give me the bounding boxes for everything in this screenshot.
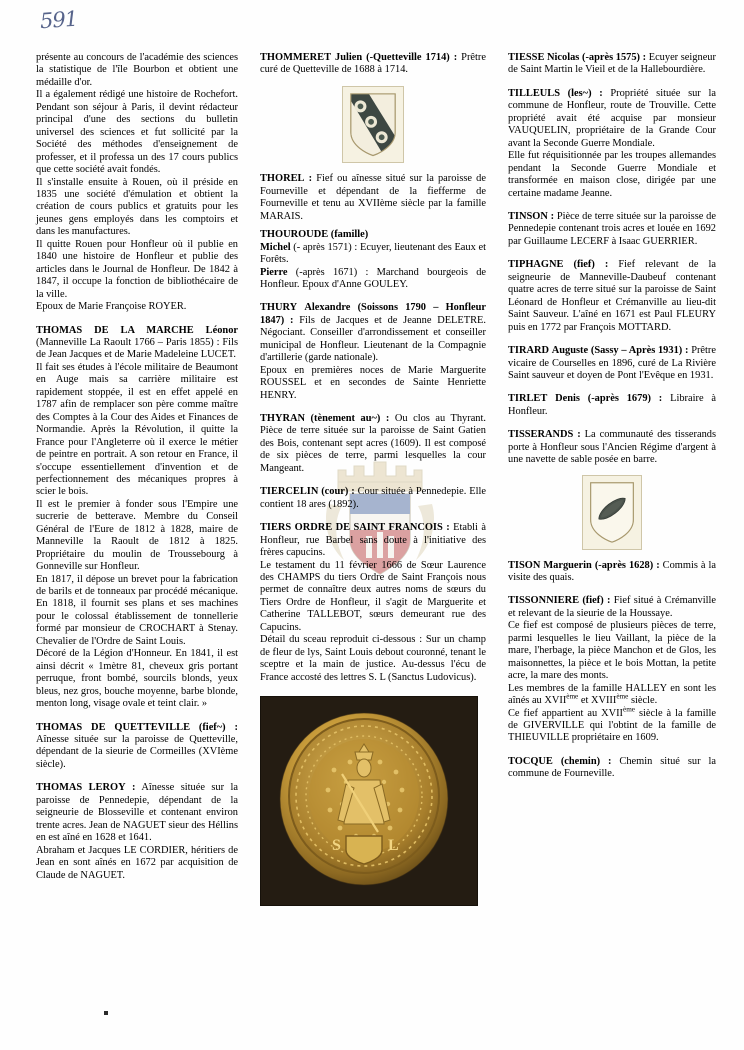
entry-tiercelin <box>260 486 486 511</box>
entry-text: Aînesse située sur la paroisse de Pennedepie, dépendant de la seigneurie de Blosseville et contenant environ trente acres. Jean de NAGUET sieur des Héllins en est aîné en 1628 et 1641. <box>36 782 238 844</box>
coat-of-arms-thorel-figure <box>342 86 404 163</box>
paragraph: Il quitte Rouen pour Honfleur où il publie en 1840 une histoire de Honfleur et publie des articles dans le Journal de Honfleur. De 1842 à 1847, il occupe la fonction de bibliothécaire de la ville. <box>36 238 238 300</box>
entry-text: Prêtre vicaire de Courselles en 1896, curé de La Rivière Saint sauveur et doyen de Pont l'Evêque en 1931. <box>508 345 716 381</box>
paragraph: Le testament du 11 février 1666 de Sœur Laurence des CHAMPS du tiers Ordre de Saint François nous permet de connaître deux autres noms de sœurs du Tiers Ordre de Honfleur, il s'agit de Marguerite et Catherine TALLEBOT, sœurs demeurant rue des Capucins. <box>260 559 486 633</box>
entry-tilleuls <box>508 88 716 150</box>
coat-of-arms-tisserands-frame <box>582 475 642 550</box>
entry-text: Fief ou aînesse situé sur la paroisse de Fourneville et dépendant de la fiefferme de Fourneville et tenu au XVIIème siècle par la famille MARAIS. <box>260 173 486 222</box>
entry-text: Aînesse située sur la paroisse de Quetteville, dépendant de la sieurie de Cormeilles (XVIème siècle). <box>36 734 238 770</box>
paragraph: Abraham et Jacques LE CORDIER, héritiers de Jean en sont aînés en 1672 par acquisition de Claude de NAGUET. <box>36 844 238 881</box>
entry-headword-rest: (fief~) : <box>198 721 238 733</box>
entry-headword-rest: (chemin) : <box>560 755 612 767</box>
svg-text:S: S <box>332 837 341 855</box>
entry-text: Ou clos au Thyrant. Pièce de terre située sur la paroisse de Saint Gatien des Bois, contenant sept acres (1609). Il est composé de six pièces de terre, parmi lesquelles la cour Mangeant. <box>260 413 486 474</box>
entry-text: Pièce de terre située sur la paroisse de Pennedepie contenant trois acres et louée en 1692 par Guillaume LECERF à Isaac GUERRIER. <box>508 210 716 247</box>
ordinal-superscript: ème <box>616 692 629 701</box>
entry-headword: TIERCELIN <box>260 486 319 498</box>
paragraph: En 1817, il dépose un brevet pour la fabrication de barils et de tonneaux par procédé mécanique. En 1818, il fournit ses plans et ses machines pour le colossal établissement de tonnellerie formé par monsieur de CROCHART à Stenay. Chevalier de l'Ordre de Saint Louis. <box>36 573 238 647</box>
column-3 <box>496 52 744 906</box>
paragraph: Il est le premier à fonder sous l'Empire une sucrerie de betterave. Membre du Conseil Général de l'Eure de 1812 à 1828, maire de Manneville la Raoult de 1812 à 1825. Propriétaire du moulin de Troussebourg à Gonneville sur Honfleur. <box>36 498 238 573</box>
column-2 <box>248 52 496 906</box>
entry-headword: THOREL <box>260 173 305 185</box>
entry-headword: THOUROUDE <box>260 229 329 241</box>
paragraph: Il a également rédigé une histoire de Rochefort. Pendant son séjour à Paris, il devint rédacteur principal d'une des sections du bulletin universel des sciences et fut sollicité par la Société des méthodes d'enseignement de professer, et il professa un des 17 cours publics que cette société avait fondés. <box>36 89 238 176</box>
paragraph: Epoux en premières noces de Marie Marguerite ROUSSEL et en secondes de Sainte Henriette HENRY. <box>260 364 486 401</box>
entry-headword-rest: : <box>446 522 450 534</box>
entry-text: Commis à la visite des quais. <box>508 559 716 583</box>
coat-of-arms-tisserands-figure <box>582 475 642 550</box>
entry-headword-rest: Nicolas (-après 1575) : <box>547 52 647 63</box>
entry-tocque <box>508 756 716 781</box>
ordinal-superscript: ème <box>623 705 636 714</box>
entry-text: Ecuyer seigneur de Saint Martin le Vieil et de la Hallebourdière. <box>508 52 716 76</box>
entry-text: Fief relevant de la seigneurie de Manneville-Daubeuf contenant quatre acres de terre situé sur la paroisse de Saint Léonard de Honfleur et Crémanville au lieu-dit Saint Sauveur. L'aîné en 1671 est Paul FLEURY puis en 1772 par François MOTTARD. <box>508 259 716 333</box>
entry-thomas-leroy <box>36 782 238 844</box>
shield-icon <box>346 90 400 159</box>
entry-headword: TOCQUE <box>508 755 553 767</box>
paragraph: Les membres de la famille HALLEY en sont les aînés au XVIIème et XVIIIème siècle. <box>508 682 716 707</box>
entry-headword-rest: (famille) <box>330 229 369 241</box>
paragraph: Ce fief est composé de plusieurs pièces de terre, parmi lesquelles le lieu Vaillant, la pièce de la mare, l'herbage, la pièce Manchon et de Glos, les maisonnettes, la pièce et le bois Mottan, la petite acre, la mare des monts. <box>508 620 716 682</box>
three-column-text-body <box>0 52 744 906</box>
entry-text: Libraire à Honfleur. <box>508 393 716 417</box>
entry-text: Chemin situé sur la commune de Fourneville. <box>508 755 716 780</box>
person-name: Pierre <box>260 266 288 278</box>
entry-tiers-ordre-de-saint-francois <box>260 522 486 559</box>
shield-icon <box>586 479 638 546</box>
entry-headword: THURY <box>260 302 298 314</box>
entry-headword: TILLEULS (les~) <box>508 87 592 99</box>
paragraph: Détail du sceau reproduit ci-dessous : Sur un champ de fleur de lys, Saint Louis debout couronné, tenant le sceptre et la main de justice. Au-dessus l'écu de France accosté des lettres S. L (Sanctus Ludovicus). <box>260 634 486 683</box>
entry-headword-rest: : <box>550 210 555 222</box>
entry-headword-rest: (cour) : <box>321 486 355 498</box>
column-1 <box>0 52 248 906</box>
entry-tinson <box>508 211 716 248</box>
coat-of-arms-thorel-frame <box>342 86 404 163</box>
paragraph: Elle fut réquisitionnée par les troupes allemandes pendant la Seconde Guerre Mondiale et transformée en maison close, dirigée par une certaine madame Jeanne. <box>508 150 716 199</box>
entry-headword-rest: (fief) : <box>573 259 609 271</box>
entry-headword-rest: Julien (-Quetteville 1714) : <box>335 52 458 63</box>
entry-text: Propriété située sur la commune de Honfleur, route de Trouville. Cette propriété avait été acquise par monsieur VAUQUELIN, propriétaire de la Grande Cour avant la Seconde Guerre Mondiale. <box>508 87 716 149</box>
entry-headword: TISSERANDS <box>508 429 574 441</box>
paragraph: Epoux de Marie Françoise ROYER. <box>36 301 187 313</box>
entry-headword: THOMMERET <box>260 52 332 63</box>
entry-text: Etabli à Honfleur, rue Barbel sans doute à l'initiative des frères capucins. <box>260 522 486 559</box>
entry-text: Fils de Jacques et de Jeanne DELETRE. Négociant. Conseiller d'arrondissement et conseiller municipal de Honfleur. Lieutenant de la Compagnie d'artillerie (garde nationale). <box>260 314 486 364</box>
paragraph: Décoré de la Légion d'Honneur. En 1841, il est ainsi décrit « 1mètre 81, cheveux gris portant perruque, front bombé, sourcils blonds, yeux bleus, nez gros, bouche moyenne, barbe blonde, menton long, visage ovale et teint clair. » <box>36 648 238 710</box>
ordinal-superscript: ème <box>566 692 579 701</box>
entry-headword-rest: Auguste (Sassy – Après 1931) : <box>551 345 689 357</box>
entry-thomas-de-la-marche <box>36 325 238 362</box>
entry-headword-rest: (fief) : <box>582 595 611 607</box>
entry-thury-alexandre <box>260 302 486 364</box>
seal-saint-louis-figure <box>260 696 478 906</box>
paragraph: présente au concours de l'académie des sciences la statistique de l'île Bourbon et obtient une médaille d'or. <box>36 52 238 88</box>
entry-thouroude-famille <box>260 229 486 241</box>
entry-headword-rest: : <box>385 413 390 425</box>
entry-tiesse-nicolas <box>508 52 716 77</box>
entry-text: (-après 1671) : Marchand bourgeois de Honfleur. Epoux d'Anne GOULEY. <box>260 266 486 290</box>
entry-headword-rest: Léonor <box>205 324 238 336</box>
entry-headword: THYRAN (tènement au~) <box>260 413 381 425</box>
entry-text: (Manneville La Raoult 1766 – Paris 1855) : Fils de Jean Jacques et de Marie Madeleine LUCET. <box>36 336 238 361</box>
entry-headword: THOMAS DE LA MARCHE <box>36 324 194 336</box>
entry-text: Fief situé à Crémanville et relevant de la sieurie de la Houssaye. <box>508 595 716 619</box>
entry-text: (- après 1571) : Ecuyer, lieutenant des Eaux et Forêts. <box>260 241 486 266</box>
entry-tirlet-denis <box>508 393 716 418</box>
entry-headword: TIRARD <box>508 345 549 357</box>
entry-headword: TISSONNIERE <box>508 595 580 607</box>
entry-tissonniere <box>508 595 716 620</box>
entry-headword-rest: Denis (-après 1679) : <box>555 393 663 405</box>
entry-headword: TINSON <box>508 210 548 222</box>
seal-photo <box>260 696 478 906</box>
paragraph: Il fait ses études à l'école militaire de Beaumont en Auge mais sa carrière militaire est rapidement stoppée, il est en effet appelé en 1787 afin de remplacer son père comme maître des Comptes à la Cour des Aides et Finances de Normandie. Après la Révolution, il quitte la France pour l'Angleterre où il exerce le métier de peintre en portrait. A son retour en France, il s'occupe essentiellement d'invention et de perfectionnement des mécaniques propres à scier le bois. <box>36 361 238 498</box>
entry-tiphagne <box>508 259 716 334</box>
entry-headword: THOMAS LEROY <box>36 782 126 794</box>
entry-text: Prêtre curé de Quetteville de 1688 à 1714. <box>260 52 486 76</box>
entry-text: Cour située à Pennedepie. Elle contient 18 ares (1892). <box>260 486 486 510</box>
entry-tirard-auguste <box>508 345 716 382</box>
entry-text: La communauté des tisserands porte à Honfleur sous l'Ancien Régime d'argent à une navette de sable posée en barre. <box>508 429 716 466</box>
entry-thomas-de-quetteville <box>36 722 238 772</box>
paragraph <box>260 267 486 292</box>
entry-tison-marguerin <box>508 560 716 585</box>
entry-headword: TISON <box>508 559 541 571</box>
entry-headword: TIPHAGNE <box>508 259 564 271</box>
entry-headword-rest: : <box>132 782 136 794</box>
paragraph: Il s'installe ensuite à Rouen, où il préside en 1835 une société d'émulation et obtient la création de cours publics et gratuits pour les jeunes gens employés dans les comptoirs et dans les manufactures. <box>36 176 238 238</box>
entry-headword: TIERS ORDRE DE SAINT FRANCOIS <box>260 522 443 534</box>
paragraph <box>260 242 486 267</box>
entry-headword-rest: : <box>308 173 313 185</box>
paragraph: Ce fief appartient au XVIIème siècle à la famille de GIVERVILLE qui l'obtint de la famille de THIEUVILLE propriétaire en 1609. <box>508 705 716 744</box>
entry-headword: TIRLET <box>508 393 548 405</box>
entry-headword-rest: Alexandre (Soissons 1790 – Honfleur 1847) : <box>260 302 487 326</box>
entry-headword-rest: Marguerin (-après 1628) : <box>543 559 660 571</box>
svg-text:L: L <box>388 837 399 855</box>
entry-thommeret-julien <box>260 52 486 77</box>
entry-thorel <box>260 173 486 223</box>
entry-thyran <box>260 413 486 475</box>
entry-tisserands <box>508 429 716 466</box>
entry-headword: TIESSE <box>508 52 545 63</box>
person-name: Michel <box>260 241 291 253</box>
entry-headword-rest: : <box>577 429 581 441</box>
entry-headword: THOMAS DE QUETTEVILLE <box>36 721 191 733</box>
scan-speck <box>104 1011 108 1015</box>
handwritten-folio-number: 591 <box>39 6 78 34</box>
entry-headword-rest: : <box>599 87 603 99</box>
